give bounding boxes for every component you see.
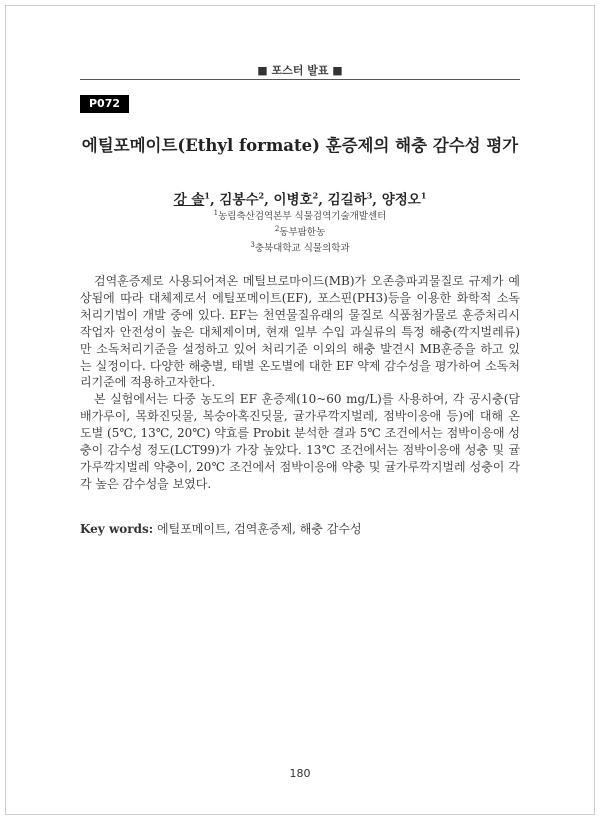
affiliation-item bbox=[60, 207, 540, 223]
author-affil-sup: 1 bbox=[204, 190, 210, 201]
paper-title: 에틸포메이트(Ethyl formate) 훈증제의 해충 감수성 평가 bbox=[81, 136, 519, 155]
affiliation-text: 동부팜한농 bbox=[279, 227, 326, 239]
author-separator: , bbox=[372, 192, 382, 208]
author-affil-sup: 2 bbox=[258, 190, 265, 201]
author-first-name: 강 솔 bbox=[173, 192, 205, 208]
keywords bbox=[80, 520, 520, 537]
author-name: 김길하 bbox=[327, 192, 367, 208]
poster-id-badge: P072 bbox=[80, 95, 129, 113]
author-name: 김봉수 bbox=[219, 192, 259, 208]
affiliation-sup: 1 bbox=[213, 209, 219, 217]
header-divider bbox=[80, 79, 520, 80]
page-number: 180 bbox=[289, 767, 311, 780]
author-affil-sup: 2 bbox=[312, 190, 319, 201]
author-separator: , bbox=[318, 192, 328, 208]
affiliation-sup: 3 bbox=[250, 241, 255, 250]
affiliation-item bbox=[60, 223, 540, 239]
keywords-text: 에틸포메이트, 검역훈증제, 해충 감수성 bbox=[157, 522, 362, 536]
abstract-body bbox=[80, 273, 520, 493]
abstract-paragraph: 검역훈증제로 사용되어져온 메틸브로마이드(MB)가 오존층파괴물질로 규제가 예상됨에 따라 대체제로서 에틸포메이트(EF), 포스핀(PH3)등을 이용한 화학적 소독처리기법이 개발 중에 있다. EF는 천연물질유래의 물질로 식품첨가물로 훈증처리시 작업자 안전성이 높은 대체제이며, 현재 일부 수입 과실류의 특정 해충(깍지벌레류)만 소독처리기준을 설정하고 있어 처리기준 이외의 해충 발견시 MB훈증을 하고 있는 실정이다. 다양한 해충별, 태별 온도별에 대한 EF 약제 감수성을 평가하여 소독처리기준에 적용하고자한다. bbox=[80, 274, 520, 390]
affiliation-list bbox=[60, 207, 540, 255]
author-separator: , bbox=[264, 192, 274, 208]
author-name: 양정오 bbox=[381, 192, 421, 208]
keywords-label: Key words: bbox=[80, 522, 154, 536]
section-header: ■ 포스터 발표 ■ bbox=[257, 64, 343, 77]
author-affil-sup: 3 bbox=[366, 190, 373, 201]
abstract-paragraph: 본 실험에서는 다중 농도의 EF 훈증제(10~60 mg/L)를 사용하여, 각 공시충(담배가루이, 목화진딧물, 복숭아혹진딧물, 귤가루깍지벌레, 점박이응애 등)에 대해 온도별 (5℃, 13℃, 20℃) 약효를 Probit 분석한 결과 5℃ 조건에서는 점박이응애 성충이 감수성 정도(LCT99)가 가장 높았다. 13℃ 조건에서는 점박이응애 성충 및 귤가루깍지벌레 약충이, 20℃ 조건에서 점박이응애 약충 및 귤가루깍지벌레 성충이 각각 높은 감수성을 보였다. bbox=[80, 392, 520, 491]
affiliation-sup: 2 bbox=[274, 225, 280, 234]
author-list bbox=[60, 188, 540, 208]
affiliation-item bbox=[60, 239, 540, 255]
affiliation-text: 농림축산검역본부 식물검역기술개발센터 bbox=[218, 211, 387, 223]
author-separator: , bbox=[209, 192, 220, 208]
affiliation-text: 충북대학교 식물의학과 bbox=[254, 243, 350, 255]
author-name: 이병호 bbox=[273, 192, 313, 208]
author-affil-sup: 1 bbox=[420, 190, 427, 201]
